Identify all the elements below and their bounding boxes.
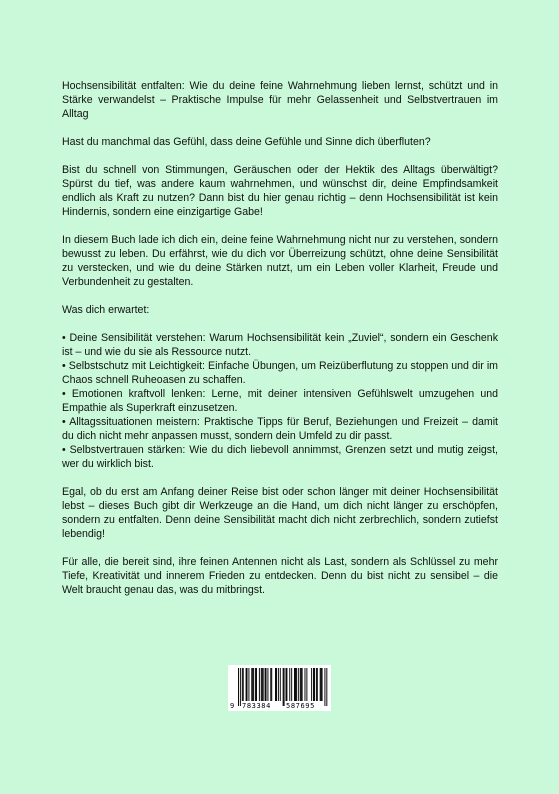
barcode-bar bbox=[276, 668, 277, 701]
feature-item: • Selbstschutz mit Leichtigkeit: Einfache Übungen, um Reizüberflutung zu stoppen und dir im Chaos schnell Ruheoasen zu schaffen. bbox=[62, 360, 498, 386]
barcode-bar bbox=[320, 668, 321, 701]
barcode-bar bbox=[291, 668, 292, 701]
blurb-heading: Hochsensibilität entfalten: Wie du deine feine Wahrnehmung lieben lernst, schützt und in Stärke verwandelst – Praktische Impulse für mehr Gelassenheit und Selbstvertrauen im Alltag bbox=[62, 80, 498, 120]
barcode-bar bbox=[289, 668, 290, 701]
barcode-bar bbox=[247, 668, 248, 701]
barcode-bar bbox=[313, 668, 314, 701]
barcode-bar bbox=[305, 668, 306, 701]
expect-title: Was dich erwartet: bbox=[62, 304, 150, 316]
barcode-bar bbox=[270, 668, 271, 701]
barcode-bar bbox=[314, 668, 315, 701]
blurb-question: Hast du manchmal das Gefühl, dass deine Gefühle und Sinne dich überfluten? bbox=[62, 136, 431, 148]
barcode-bar bbox=[259, 668, 260, 701]
barcode-bar bbox=[283, 668, 284, 706]
barcode-bar bbox=[296, 668, 297, 701]
barcode-bar bbox=[300, 668, 301, 701]
barcode-bar bbox=[261, 668, 262, 701]
barcode-bar bbox=[275, 668, 276, 701]
barcode-bar bbox=[248, 668, 249, 701]
blurb-invitation: In diesem Buch lade ich dich ein, deine feine Wahrnehmung nicht nur zu verstehen, sondern bewusst zu leben. Du erfährst, wie du dich vor Überreizung schützt, ohne deine Sensibilität zu verstecken, und wie du deine Stärken nutzt, um ein Leben voller Klarheit, Freude und Verbundenheit zu gestalten. bbox=[62, 234, 498, 288]
barcode-bar bbox=[251, 668, 252, 701]
feature-item: • Alltagssituationen meistern: Praktische Tipps für Beruf, Beziehungen und Freizeit – damit du dich nicht mehr anpassen musst, sondern dein Umfeld zu dir passt. bbox=[62, 416, 498, 442]
blurb-closing: Für alle, die bereit sind, ihre feinen Antennen nicht als Last, sondern als Schlüssel zu mehr Tiefe, Kreativität und innerem Frieden zu entdecken. Denn du bist nicht zu sensibel – die Welt braucht genau das, was du mitbringst. bbox=[62, 556, 498, 596]
feature-item: • Emotionen kraftvoll lenken: Lerne, mit deiner intensiven Gefühlswelt umzugehen und Empathie als Superkraft einzusetzen. bbox=[62, 388, 498, 414]
barcode-bar bbox=[301, 668, 302, 701]
blurb-intro: Bist du schnell von Stimmungen, Geräuschen oder der Hektik des Alltags überwältigt? Spürst du tief, was andere kaum wahrnehmen, und wünschst dir, deine Empfindsamkeit endlich als Kraft zu nutzen? Dann bist du hier genau richtig – denn Hochsensibilität ist kein Hindernis, sondern eine einzigartige Gabe! bbox=[62, 164, 498, 218]
barcode-lead-digit: 9 bbox=[230, 702, 235, 710]
barcode-left-digits: 783384 bbox=[242, 702, 271, 710]
barcode-bar bbox=[326, 668, 327, 706]
barcode-bar bbox=[267, 668, 268, 701]
barcode-bar bbox=[238, 668, 239, 706]
barcode-bar bbox=[263, 668, 264, 701]
barcode-bar bbox=[256, 668, 257, 701]
feature-item: • Selbstvertrauen stärken: Wie du dich liebevoll annimmst, Grenzen setzt und mutig zeigst, wer du wirklich bist. bbox=[62, 444, 498, 470]
barcode-bar bbox=[316, 668, 317, 701]
barcode-bar bbox=[324, 668, 325, 706]
barcode-bar bbox=[278, 668, 279, 701]
barcode-bar bbox=[295, 668, 296, 701]
barcode-bar bbox=[243, 668, 244, 701]
barcode-right-digits: 587695 bbox=[286, 702, 315, 710]
barcode-bar bbox=[317, 668, 318, 701]
barcode-bar bbox=[262, 668, 263, 701]
barcode-bar bbox=[246, 668, 247, 701]
barcode-bar bbox=[240, 668, 241, 706]
barcode-bar bbox=[311, 668, 312, 701]
feature-item: • Deine Sensibilität verstehen: Warum Hochsensibilität kein „Zuviel“, sondern ein Geschenk ist – und wie du sie als Ressource nutzt. bbox=[62, 332, 498, 358]
feature-list bbox=[62, 331, 498, 471]
barcode-bar bbox=[321, 668, 322, 701]
barcode-bar bbox=[266, 668, 267, 701]
barcode-bar bbox=[271, 668, 272, 701]
barcode-bar bbox=[253, 668, 254, 701]
barcode-bar bbox=[286, 668, 287, 701]
barcode-bar bbox=[294, 668, 295, 701]
barcode-bar bbox=[298, 668, 299, 701]
barcode-bar bbox=[306, 668, 307, 701]
back-cover-text bbox=[62, 79, 498, 611]
barcode-bar bbox=[284, 668, 285, 706]
barcode-bar bbox=[265, 668, 266, 701]
barcode-bar bbox=[322, 668, 323, 701]
barcode-bar bbox=[242, 668, 243, 701]
barcode-bar bbox=[255, 668, 256, 701]
blurb-journey: Egal, ob du erst am Anfang deiner Reise bist oder schon länger mit deiner Hochsensibilität lebst – dieses Buch gibt dir Werkzeuge an die Hand, um dich nicht länger zu erschöpfen, sondern zu entfalten. Denn deine Sensibilität macht dich nicht zerbrechlich, sondern zutiefst lebendig! bbox=[62, 486, 498, 540]
barcode-bar bbox=[280, 668, 281, 701]
barcode-bar bbox=[286, 668, 287, 701]
barcode-bar bbox=[302, 668, 303, 701]
barcode-bar bbox=[252, 668, 253, 701]
isbn-barcode bbox=[228, 665, 331, 711]
